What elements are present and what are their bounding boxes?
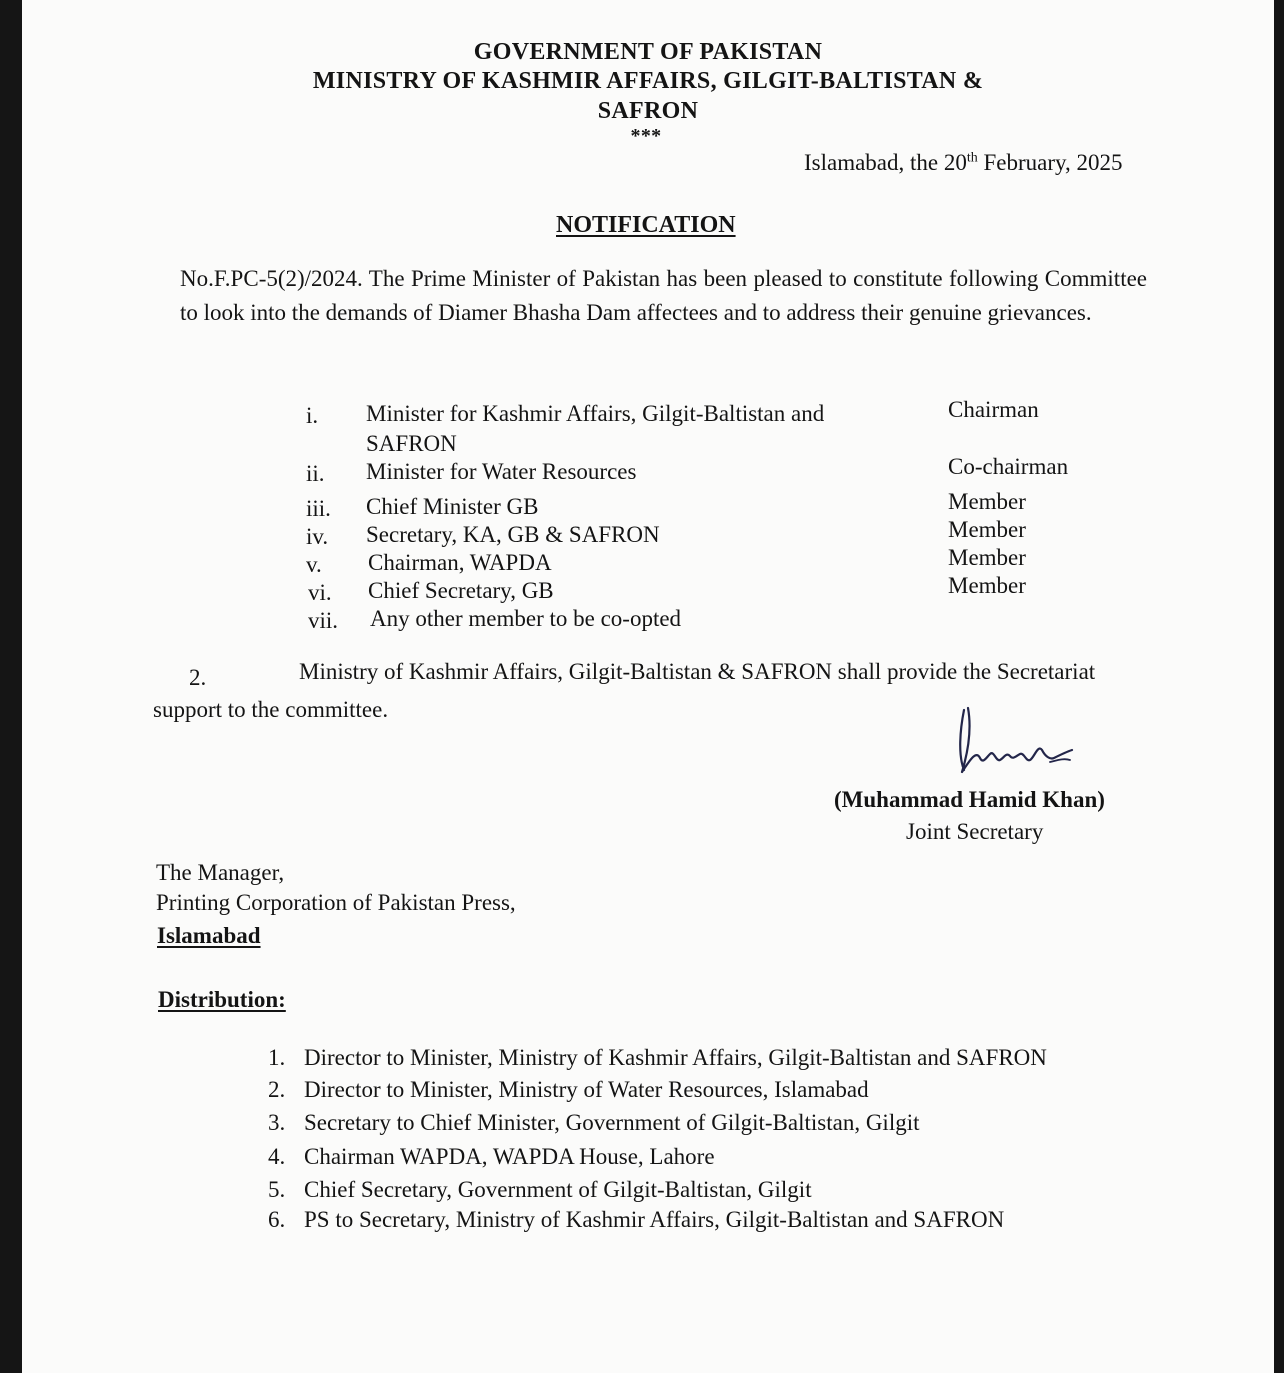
para2-line1: Ministry of Kashmir Affairs, Gilgit-Baltistan & SAFRON shall provide the Secretariat xyxy=(299,659,1096,684)
list-item-num: 2. xyxy=(268,1077,286,1102)
committee-member: Minister for Kashmir Affairs, Gilgit-Baltistan and xyxy=(366,401,825,426)
committee-member-cont: SAFRON xyxy=(366,431,457,456)
document-page xyxy=(22,0,1274,1373)
list-item xyxy=(268,1143,715,1172)
date-line xyxy=(804,149,1123,178)
committee-role: Member xyxy=(948,573,1026,598)
committee-role: Chairman xyxy=(948,397,1039,422)
committee-member: Chief Secretary, GB xyxy=(368,578,554,603)
scan-border-left xyxy=(0,0,22,1373)
notification-body: No.F.PC-5(2)/2024. The Prime Minister of Pakistan has been pleased to constitute following Committee to look into the demands of Diamer Bhasha Dam affectees and to address their genuine grievances. xyxy=(180,266,1147,325)
committee-member: Any other member to be co-opted xyxy=(370,606,682,631)
list-item-num: 6. xyxy=(268,1207,286,1232)
header-safron: SAFRON xyxy=(597,98,699,124)
list-item-text: Secretary to Chief Minister, Government of Gilgit-Baltistan, Gilgit xyxy=(304,1110,920,1135)
list-item-num: 4. xyxy=(268,1144,286,1169)
scan-border-right xyxy=(1274,0,1284,1373)
date-suffix: February, 2025 xyxy=(977,150,1123,175)
header-stars: *** xyxy=(630,125,662,147)
date-sup: th xyxy=(966,150,978,166)
list-item-text: Director to Minister, Ministry of Water Resources, Islamabad xyxy=(304,1077,869,1102)
list-item-num: 5. xyxy=(268,1177,286,1202)
committee-member: Chairman, WAPDA xyxy=(368,550,552,575)
header-ministry: MINISTRY OF KASHMIR AFFAIRS, GILGIT-BALTISTAN & xyxy=(312,68,984,94)
committee-num: vi. xyxy=(308,580,332,605)
list-item-num: 3. xyxy=(268,1110,286,1135)
list-item-text: Chairman WAPDA, WAPDA House, Lahore xyxy=(304,1144,715,1169)
list-item-text: Director to Minister, Ministry of Kashmir Affairs, Gilgit-Baltistan and SAFRON xyxy=(304,1045,1047,1070)
addressee-city: Islamabad xyxy=(157,923,261,948)
para2-line2: support to the committee. xyxy=(153,697,389,722)
distribution-heading: Distribution: xyxy=(158,987,286,1012)
list-item xyxy=(268,1206,1004,1235)
notification-title: NOTIFICATION xyxy=(556,212,736,238)
list-item xyxy=(268,1109,920,1138)
committee-num: v. xyxy=(306,552,322,577)
committee-num: vii. xyxy=(308,608,339,633)
list-item-text: PS to Secretary, Ministry of Kashmir Affairs, Gilgit-Baltistan and SAFRON xyxy=(304,1207,1005,1232)
committee-member: Chief Minister GB xyxy=(366,494,539,519)
list-item xyxy=(268,1044,1047,1073)
committee-member: Secretary, KA, GB & SAFRON xyxy=(366,522,660,547)
committee-num: iv. xyxy=(306,524,329,549)
addressee-line1: The Manager, xyxy=(156,860,285,885)
addressee-line2: Printing Corporation of Pakistan Press, xyxy=(156,890,516,915)
committee-num: i. xyxy=(306,403,319,428)
signatory-name: (Muhammad Hamid Khan) xyxy=(834,787,1105,812)
signature-image xyxy=(950,700,1080,786)
committee-num: ii. xyxy=(306,461,325,486)
date-prefix: Islamabad, the 20 xyxy=(804,150,967,175)
committee-role: Member xyxy=(948,517,1026,542)
signatory-designation: Joint Secretary xyxy=(906,819,1044,844)
committee-num: iii. xyxy=(306,496,331,521)
list-item-num: 1. xyxy=(268,1045,286,1070)
header-government: GOVERNMENT OF PAKISTAN xyxy=(473,39,823,65)
list-item xyxy=(268,1176,812,1205)
para2-number: 2. xyxy=(189,665,207,690)
committee-role: Member xyxy=(948,545,1026,570)
committee-member: Minister for Water Resources xyxy=(366,459,637,484)
list-item-text: Chief Secretary, Government of Gilgit-Baltistan, Gilgit xyxy=(304,1177,812,1202)
committee-role: Co-chairman xyxy=(948,454,1069,479)
committee-role: Member xyxy=(948,489,1026,514)
list-item xyxy=(268,1076,869,1105)
